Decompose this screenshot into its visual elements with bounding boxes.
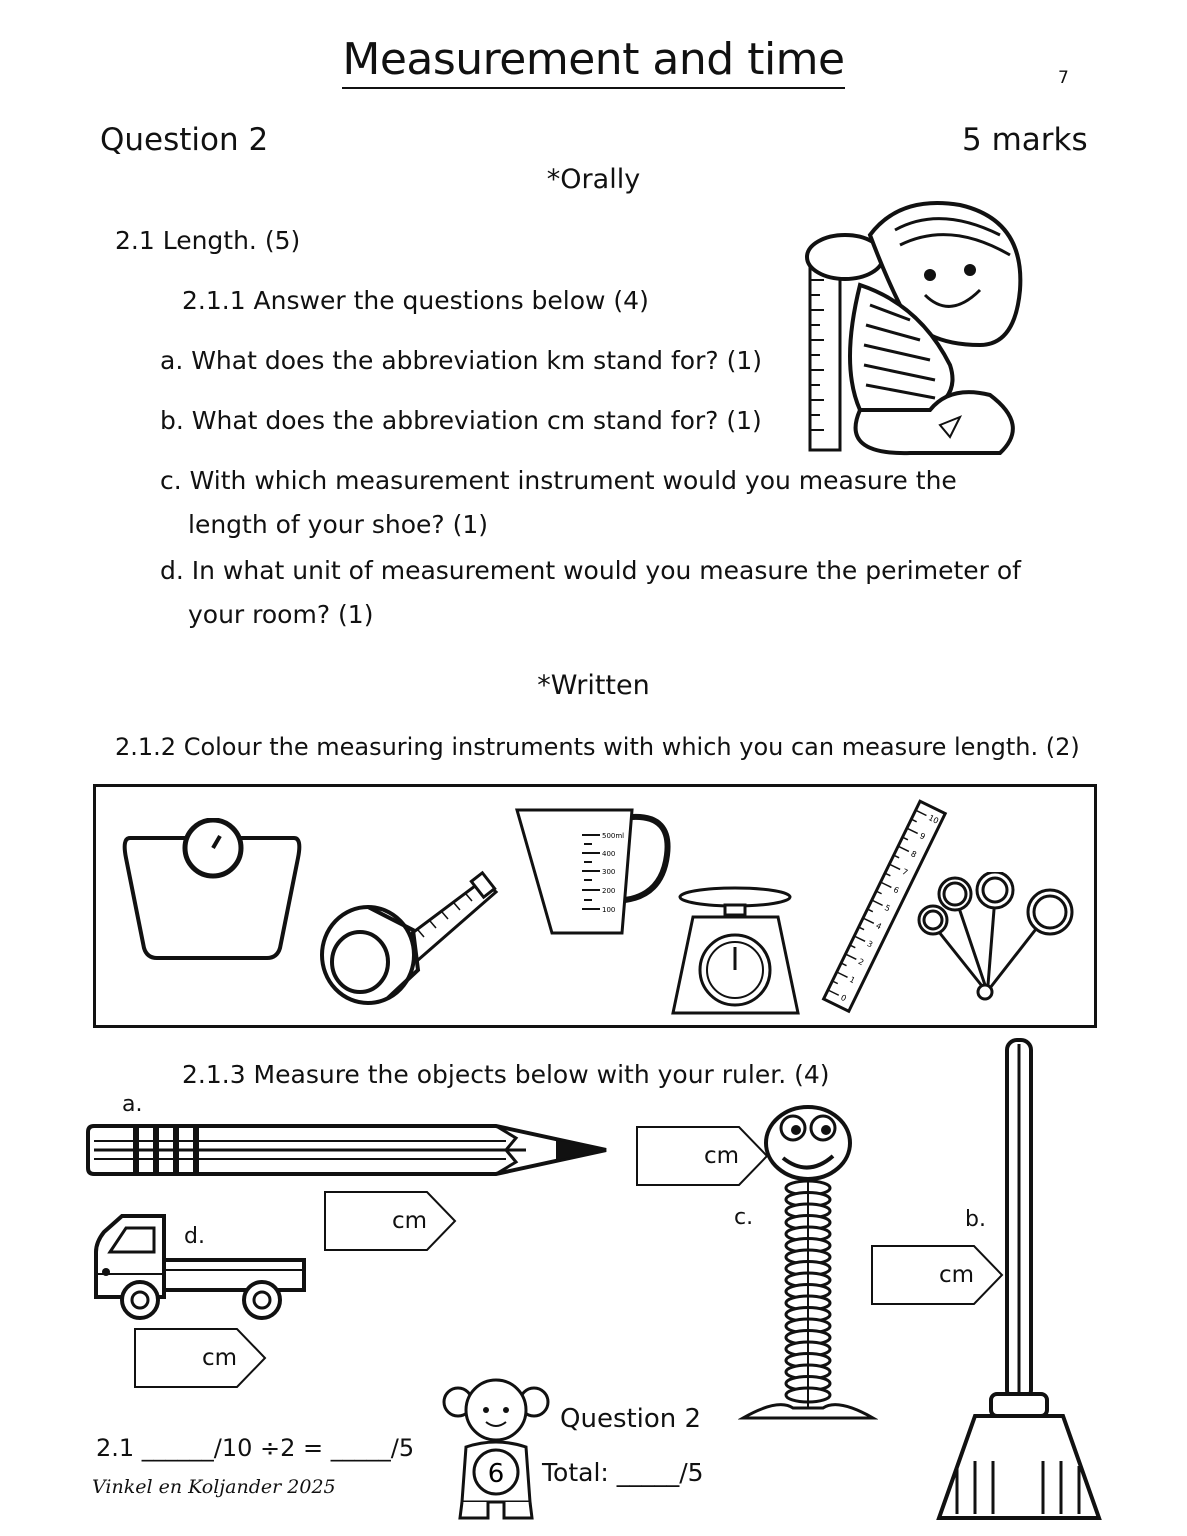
- total-line: Total: _____/5: [542, 1458, 704, 1487]
- label-c: c.: [734, 1205, 754, 1230]
- section-heading: 2.1 Length. (5): [115, 226, 301, 255]
- page-title: Measurement and time: [0, 34, 1187, 85]
- ruler-mark-label: 1: [848, 974, 857, 986]
- pencil-illustration: [86, 1116, 612, 1184]
- ruler-mark-label: 3: [865, 939, 875, 950]
- answer-tag-d[interactable]: [133, 1327, 267, 1389]
- page-number: 7: [1058, 68, 1069, 88]
- question-d: d. In what unit of measurement would you measure the perimeter of: [160, 556, 1021, 585]
- written-label: *Written: [537, 670, 650, 701]
- subsection-2-1-1: 2.1.1 Answer the questions below (4): [182, 286, 649, 315]
- marks-label: 5 marks: [962, 122, 1088, 158]
- ruler-mark-label: 4: [874, 921, 883, 932]
- ruler-mark-label: 8: [909, 849, 918, 860]
- girl-measuring-illustration: [800, 195, 1040, 460]
- jug-mark-500: 500ml: [602, 832, 625, 840]
- subsection-2-1-3: 2.1.3 Measure the objects below with your ruler. (4): [182, 1060, 830, 1089]
- unit-label: cm: [391, 1208, 427, 1234]
- kitchen-scale-icon[interactable]: [668, 885, 803, 1020]
- measuring-jug-icon[interactable]: [512, 805, 677, 940]
- jug-mark-300: 300: [602, 868, 616, 876]
- bathroom-scale-icon[interactable]: [122, 818, 304, 963]
- question-d-continued: your room? (1): [188, 600, 374, 629]
- ruler-mark-label: 0: [839, 992, 848, 1004]
- question-c: c. With which measurement instrument would you measure the: [160, 466, 957, 495]
- ruler-mark-label: 2: [856, 957, 866, 968]
- jug-mark-200: 200: [602, 887, 616, 895]
- question-c-continued: length of your shoe? (1): [188, 510, 489, 539]
- credit-signature: Vinkel en Koljander 2025: [92, 1476, 336, 1498]
- question-label: Question 2: [100, 122, 269, 158]
- worm-illustration: [738, 1098, 878, 1428]
- label-a: a.: [122, 1092, 143, 1117]
- unit-label: cm: [201, 1345, 237, 1371]
- answer-tag-d-top[interactable]: [323, 1190, 457, 1252]
- ruler-mark-label: 10: [926, 813, 941, 826]
- girl-badge-illustration: [440, 1372, 552, 1522]
- score-line: 2.1 ______/10 ÷2 = _____/5: [96, 1434, 415, 1462]
- broom-illustration: [935, 1036, 1103, 1526]
- unit-label: cm: [703, 1143, 739, 1169]
- badge-number: 6: [487, 1459, 505, 1489]
- orally-label: *Orally: [546, 164, 641, 195]
- ruler-mark-label: 7: [900, 867, 910, 878]
- unit-label: cm: [938, 1262, 974, 1288]
- measuring-spoons-icon[interactable]: [915, 872, 1080, 1002]
- tape-measure-icon[interactable]: [318, 870, 503, 1015]
- label-d: d.: [184, 1224, 205, 1249]
- footer-question-label: Question 2: [560, 1404, 702, 1434]
- ruler-mark-label: 9: [918, 831, 927, 842]
- truck-illustration: [92, 1212, 308, 1322]
- ruler-mark-label: 6: [891, 885, 901, 896]
- ruler-mark-label: 5: [883, 903, 892, 914]
- subsection-2-1-2: 2.1.2 Colour the measuring instruments with which you can measure length. (2): [115, 733, 1080, 761]
- question-a: a. What does the abbreviation km stand for? (1): [160, 346, 762, 375]
- jug-mark-100: 100: [602, 906, 616, 914]
- jug-mark-400: 400: [602, 850, 616, 858]
- question-b: b. What does the abbreviation cm stand for? (1): [160, 406, 762, 435]
- label-b: b.: [965, 1207, 986, 1232]
